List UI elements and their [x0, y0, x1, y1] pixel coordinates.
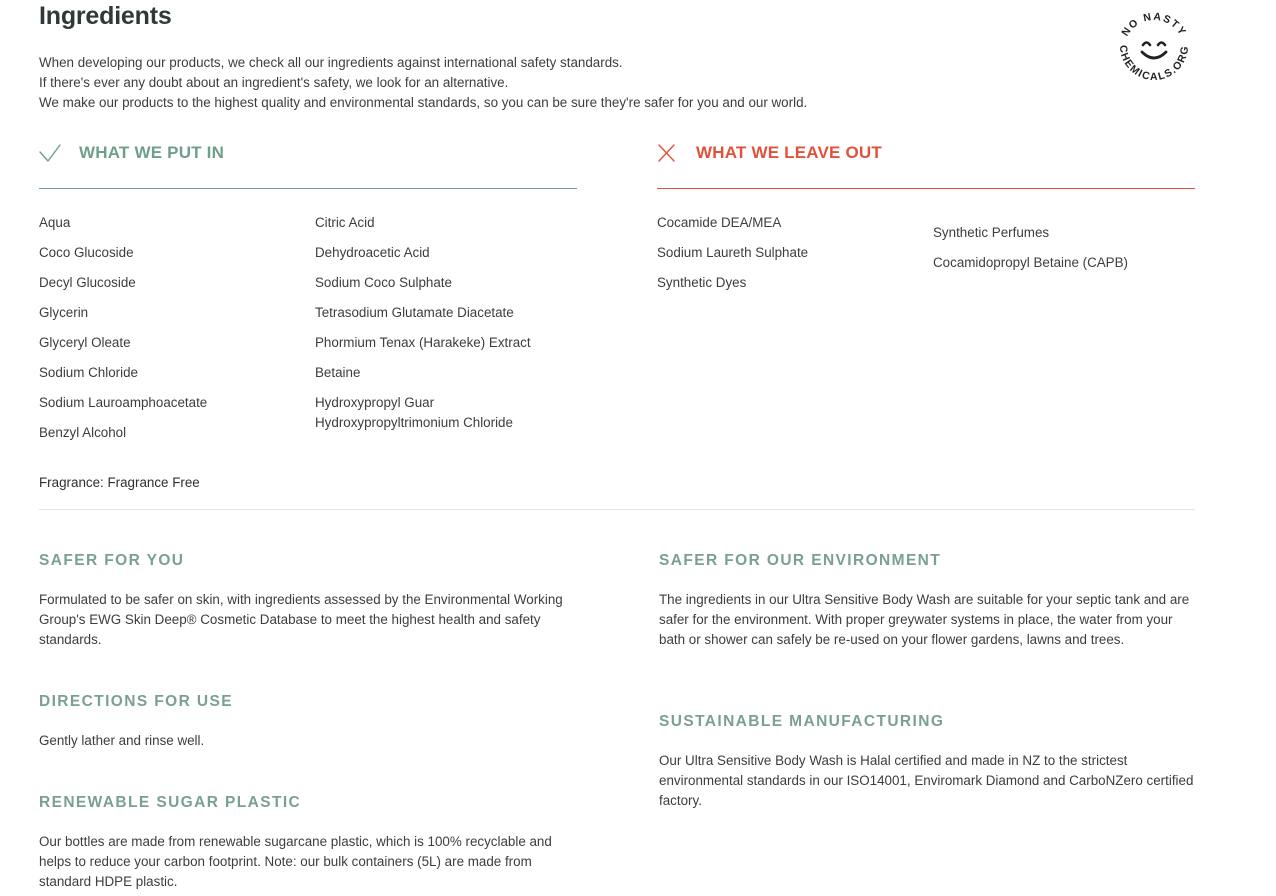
- intro-text: [39, 53, 1019, 113]
- section-divider: [39, 509, 1195, 510]
- svg-text:CHEMICALS.ORG: [1117, 44, 1192, 83]
- leave-out-list-right: [933, 223, 1193, 283]
- check-icon: [39, 142, 61, 164]
- manufacturing-body: Our Ultra Sensitive Body Wash is Halal certified and made in NZ to the strictest environmental standards in our ISO14001, Enviromark Diamond and CarboNZero certified factory.: [659, 753, 1194, 808]
- directions-title: DIRECTIONS FOR USE: [39, 693, 233, 710]
- ingredient-item: Aqua: [39, 215, 71, 230]
- ingredient-item: Phormium Tenax (Harakeke) Extract: [315, 335, 531, 350]
- safer-for-you-title: SAFER FOR YOU: [39, 552, 185, 569]
- ingredient-item: Coco Glucoside: [39, 245, 134, 260]
- ingredient-item: Dehydroacetic Acid: [315, 245, 430, 260]
- page-title: Ingredients: [39, 2, 172, 30]
- intro-line: If there's ever any doubt about an ingredient's safety, we look for an alternative.: [39, 75, 509, 90]
- fragrance-note: Fragrance: Fragrance Free: [39, 475, 200, 490]
- excluded-item: Cocamidopropyl Betaine (CAPB): [933, 255, 1128, 270]
- smiley-face-icon: [1110, 6, 1198, 94]
- excluded-item: Synthetic Dyes: [657, 275, 747, 290]
- put-in-divider: [39, 188, 577, 189]
- put-in-list-left: [39, 213, 299, 453]
- put-in-list-right: [315, 213, 615, 443]
- ingredient-item: Benzyl Alcohol: [39, 425, 127, 440]
- directions-body: Gently lather and rinse well.: [39, 733, 205, 748]
- ingredient-item: Glyceryl Oleate: [39, 335, 131, 350]
- ingredient-item: Glycerin: [39, 305, 89, 320]
- ingredient-item: Betaine: [315, 365, 361, 380]
- badge-top-text: NO NASTY: [1119, 10, 1189, 39]
- ingredient-item: Sodium Coco Sulphate: [315, 275, 452, 290]
- what-we-leave-out-heading: [656, 140, 882, 166]
- manufacturing-title: SUSTAINABLE MANUFACTURING: [659, 713, 945, 730]
- renewable-plastic-title: RENEWABLE SUGAR PLASTIC: [39, 794, 302, 811]
- intro-line: We make our products to the highest quality and environmental standards, so you can be sure they're safer for you and our world.: [39, 95, 808, 110]
- what-we-put-in-heading: [39, 140, 224, 166]
- excluded-item: Cocamide DEA/MEA: [657, 215, 782, 230]
- x-icon: [656, 142, 678, 164]
- put-in-label: WHAT WE PUT IN: [79, 143, 225, 162]
- ingredient-item: Sodium Lauroamphoacetate: [39, 395, 208, 410]
- ingredient-item: Sodium Chloride: [39, 365, 138, 380]
- ingredient-item: Hydroxypropyl Guar Hydroxypropyltrimonium Chloride: [315, 395, 513, 430]
- environment-body: The ingredients in our Ultra Sensitive Body Wash are suitable for your septic tank and are safer for the environment. With proper greywater systems in place, the water from your bath or shower can safely be re-used on your flower gardens, lawns and trees.: [659, 592, 1190, 647]
- ingredient-item: Tetrasodium Glutamate Diacetate: [315, 305, 514, 320]
- excluded-item: Sodium Laureth Sulphate: [657, 245, 809, 260]
- excluded-item: Synthetic Perfumes: [933, 225, 1050, 240]
- svg-text:NO NASTY: [1119, 11, 1188, 39]
- leave-out-label: WHAT WE LEAVE OUT: [696, 143, 882, 162]
- ingredient-item: Citric Acid: [315, 215, 375, 230]
- intro-line: When developing our products, we check all our ingredients against international safety standards.: [39, 55, 623, 70]
- safer-for-you-body: Formulated to be safer on skin, with ingredients assessed by the Environmental Working Group's EWG Skin Deep® Cosmetic Database to meet the highest health and safety standards.: [39, 592, 563, 647]
- no-nasty-chemicals-badge[interactable]: [1110, 6, 1198, 94]
- badge-bottom-text: CHEMICALS.ORG: [1116, 44, 1192, 84]
- environment-title: SAFER FOR OUR ENVIRONMENT: [659, 552, 942, 569]
- ingredient-item: Decyl Glucoside: [39, 275, 136, 290]
- leave-out-divider: [657, 188, 1195, 189]
- leave-out-list-left: [657, 213, 917, 303]
- renewable-plastic-body: Our bottles are made from renewable sugarcane plastic, which is 100% recyclable and helps to reduce your carbon footprint. Note: our bulk containers (5L) are made from standard HDPE plastic.: [39, 834, 552, 889]
